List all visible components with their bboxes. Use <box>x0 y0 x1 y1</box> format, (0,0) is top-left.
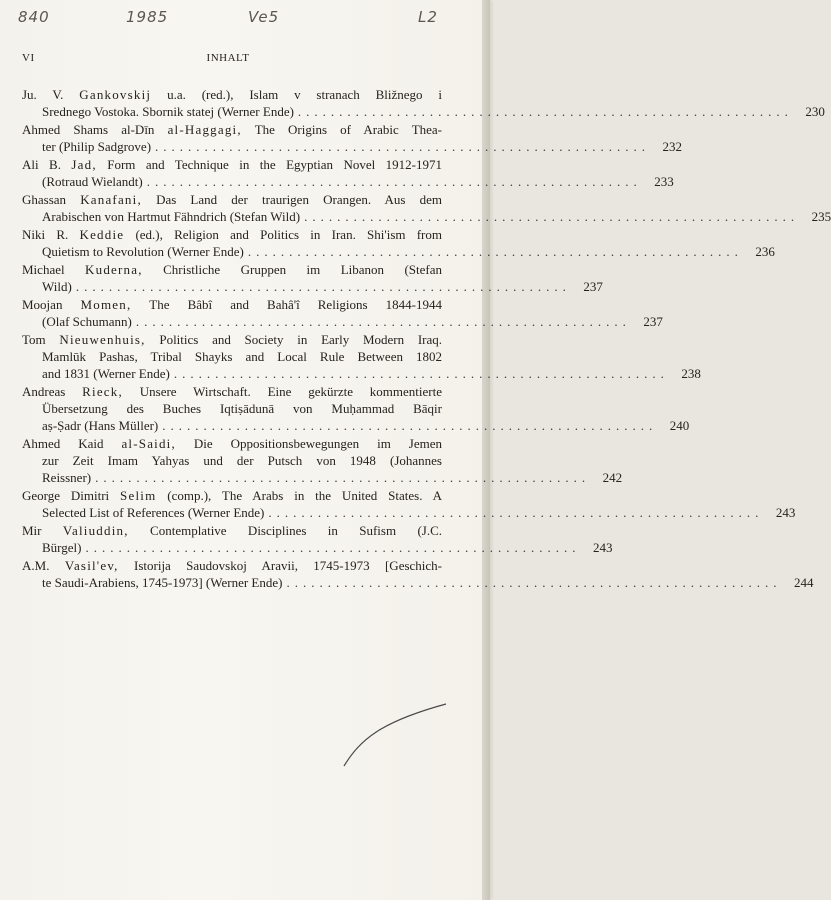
reviewer-text: Reissner) <box>42 470 92 485</box>
dot-leader: ............................................................ <box>146 174 642 189</box>
page-number: 238 <box>681 366 701 381</box>
toc-entry <box>22 557 814 591</box>
toc-entry <box>22 435 623 486</box>
toc-entry-first-line <box>22 156 442 173</box>
title-text: Das Land der traurigen Orangen. Aus dem <box>156 192 443 207</box>
reviewer-text: te Saudi-Arabiens, 1745-1973] (Werner Ende) <box>42 575 283 590</box>
author-surname: Vasil'ev, <box>64 558 119 573</box>
reviewer-text: ter (Philip Sadgrove) <box>42 139 152 154</box>
author-given-name: Ahmed Shams al-Dīn <box>22 122 155 137</box>
toc-entry <box>22 522 613 556</box>
reviewer-text: aṣ-Ṣadr (Hans Müller) <box>42 418 159 433</box>
toc-entry-first-line <box>22 191 442 208</box>
author-given-name: Ahmed Kaid <box>22 436 104 451</box>
title-text: (comp.), The Arabs in the United States. A <box>167 488 443 503</box>
toc-entry-first-line <box>22 331 442 348</box>
author-surname: Keddie <box>79 227 125 242</box>
title-text: The Origins of Arabic Thea- <box>254 122 443 137</box>
author-given-name: Ali B. <box>22 157 61 172</box>
author-surname: Kanafani, <box>80 192 142 207</box>
page-number: 235 <box>811 209 831 224</box>
reviewer-text: Srednego Vostoka. Sbornik statej (Werner Ende) <box>42 104 294 119</box>
toc-entry-last-line <box>22 173 674 190</box>
author-surname: Selim <box>120 488 157 503</box>
toc-entry <box>22 191 831 225</box>
author-given-name: Niki R. <box>22 227 69 242</box>
toc-entry-last-line <box>22 278 603 295</box>
toc-entry-first-line <box>22 226 442 243</box>
reviewer-text: Quietism to Revolution (Werner Ende) <box>42 244 244 259</box>
title-text: The Bâbî and Bahâ'î Religions 1844-1944 <box>149 297 443 312</box>
dot-leader: ............................................................ <box>95 470 591 485</box>
toc-entry <box>22 383 690 434</box>
page-number: 230 <box>805 104 825 119</box>
toc-entry-last-line <box>22 417 690 434</box>
page-number: 237 <box>643 314 663 329</box>
pencil-annotation-2: 1985 <box>126 8 169 26</box>
page-folio: VI <box>22 52 35 64</box>
page-number: 233 <box>654 174 674 189</box>
toc-entry-first-line <box>22 557 442 574</box>
author-given-name: Ghassan <box>22 192 67 207</box>
toc-entry-last-line <box>22 208 831 225</box>
title-text: u.a. (red.), Islam v stranach Bližnego i <box>167 87 442 102</box>
toc-entry <box>22 156 674 190</box>
toc-entry-continuation-line: Übersetzung des Buches Iqtiṣādunā von Muḥammad Bāqir <box>42 401 442 416</box>
toc-entry <box>22 261 603 295</box>
author-surname: al-Saidi, <box>121 436 176 451</box>
title-text: Istorija Saudovskoj Aravii, 1745-1973 [Geschich- <box>134 558 443 573</box>
dot-leader: ............................................................ <box>304 209 800 224</box>
title-text: Die Oppositionsbewegungen im Jemen <box>193 436 443 451</box>
toc-entry-continuation-line: Mamlūk Pashas, Tribal Shayks and Local Rule Between 1802 <box>42 349 442 364</box>
author-given-name: Moojan <box>22 297 63 312</box>
dot-leader: ............................................................ <box>268 505 764 520</box>
dot-leader: ............................................................ <box>135 314 631 329</box>
author-surname: Rieck, <box>82 384 123 399</box>
reviewer-text: Selected List of References (Werner Ende) <box>42 505 265 520</box>
dot-leader: ............................................................ <box>162 418 658 433</box>
toc-entry <box>22 86 825 120</box>
toc-entry-first-line <box>22 487 442 504</box>
dot-leader: ............................................................ <box>173 366 669 381</box>
toc-entry-last-line <box>22 138 683 155</box>
author-surname: al-Haggagi, <box>167 122 242 137</box>
reviewer-text: (Rotraud Wielandt) <box>42 174 143 189</box>
running-header <box>22 52 434 68</box>
author-given-name: Michael <box>22 262 65 277</box>
toc-entry-first-line <box>22 435 442 452</box>
title-text: Form and Technique in the Egyptian Novel 1912-1971 <box>107 157 442 172</box>
author-given-name: Andreas <box>22 384 66 399</box>
toc-entry <box>22 331 701 382</box>
author-given-name: Mir <box>22 523 42 538</box>
author-given-name: Ju. V. <box>22 87 64 102</box>
title-text: Contemplative Disciplines in Sufism (J.C. <box>150 523 443 538</box>
toc-entry-first-line <box>22 383 442 400</box>
author-surname: Jad, <box>71 157 97 172</box>
toc-entry-first-line <box>22 261 442 278</box>
pencil-annotation-3: Ve5 <box>248 8 280 26</box>
toc-entry <box>22 121 683 155</box>
toc-entry <box>22 296 663 330</box>
page-number: 240 <box>669 418 690 433</box>
page-number: 237 <box>583 279 603 294</box>
toc-entry-last-line <box>22 243 775 260</box>
toc-entry-last-line <box>22 574 814 591</box>
page-number: 243 <box>775 505 796 520</box>
toc-entry-first-line <box>22 121 442 138</box>
dot-leader: ............................................................ <box>286 575 782 590</box>
toc-entry-last-line <box>22 313 663 330</box>
pen-scribble-mark <box>340 700 450 770</box>
author-surname: Valiuddin, <box>62 523 129 538</box>
dot-leader: ............................................................ <box>247 244 743 259</box>
pencil-annotation-4: L2 <box>418 8 438 26</box>
title-text: Unsere Wirtschaft. Eine gekürzte kommentierte <box>139 384 443 399</box>
toc-entry-last-line <box>22 365 701 382</box>
toc-entry-last-line <box>22 539 613 556</box>
author-surname: Nieuwenhuis, <box>59 332 146 347</box>
reviewer-text: Arabischen von Hartmut Fähndrich (Stefan Wild) <box>42 209 301 224</box>
reviewer-text: Bürgel) <box>42 540 82 555</box>
page-number: 244 <box>793 575 814 590</box>
title-text: Christliche Gruppen im Libanon (Stefan <box>163 262 443 277</box>
toc-entry-continuation-line: zur Zeit Imam Yahyas und der Putsch von 1948 (Johannes <box>42 453 442 468</box>
toc-entry-first-line <box>22 522 442 539</box>
reviewer-text: (Olaf Schumann) <box>42 314 132 329</box>
author-given-name: Tom <box>22 332 46 347</box>
toc-entry-first-line <box>22 86 442 103</box>
table-of-contents <box>22 86 831 592</box>
page-number: 232 <box>662 139 683 154</box>
author-given-name: A.M. <box>22 558 50 573</box>
toc-entry-last-line <box>22 469 623 486</box>
toc-entry-last-line <box>22 103 825 120</box>
author-surname: Gankovskij <box>79 87 152 102</box>
page-number: 236 <box>755 244 775 259</box>
author-given-name: George Dimitri <box>22 488 110 503</box>
dot-leader: ............................................................ <box>155 139 651 154</box>
toc-entry <box>22 487 796 521</box>
toc-entry-first-line <box>22 296 442 313</box>
pencil-annotation-1: 840 <box>18 8 50 26</box>
page-edge <box>482 0 490 900</box>
running-title: INHALT <box>206 52 250 64</box>
page-number: 242 <box>602 470 623 485</box>
dot-leader: ............................................................ <box>85 540 581 555</box>
dot-leader: ............................................................ <box>75 279 571 294</box>
toc-entry-last-line <box>22 504 796 521</box>
toc-entry <box>22 226 775 260</box>
reviewer-text: and 1831 (Werner Ende) <box>42 366 170 381</box>
reviewer-text: Wild) <box>42 279 72 294</box>
author-surname: Kuderna, <box>85 262 143 277</box>
title-text: (ed.), Religion and Politics in Iran. Shi'ism from <box>135 227 442 242</box>
dot-leader: ............................................................ <box>297 104 793 119</box>
author-surname: Momen, <box>80 297 132 312</box>
page-number: 243 <box>592 540 613 555</box>
title-text: Politics and Society in Early Modern Iraq. <box>159 332 443 347</box>
